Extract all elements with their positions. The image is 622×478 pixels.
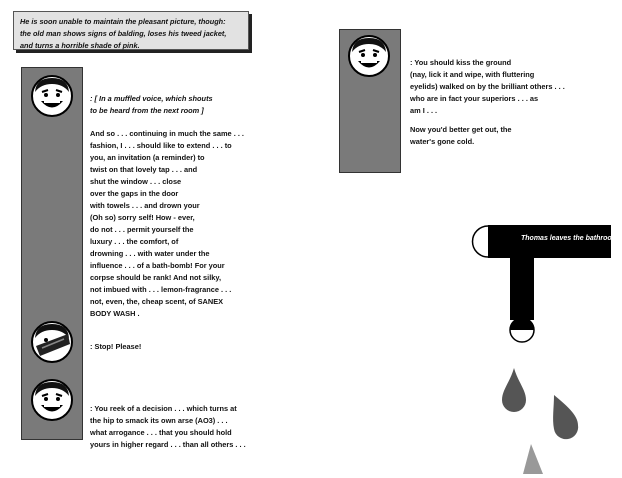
gagged-face-icon (30, 320, 74, 364)
grinning-face-icon (30, 378, 74, 422)
speech-line: drowning . . . with water under the (90, 249, 210, 258)
speech-line: do not . . . permit yourself the (90, 225, 194, 234)
speech-block-3 (90, 403, 246, 451)
speech-line: over the gaps in the door (90, 189, 179, 198)
speech-line: not imbued with . . . lemon-fragrance . . . (90, 285, 232, 294)
speech-line: influence . . . of a bath-bomb! For your (90, 261, 225, 270)
speech-line: who are in fact your superiors . . . as (410, 94, 539, 103)
speech-line: not, even, the, cheap scent, of SANEX (90, 297, 224, 306)
speech-line: corpse should be rank! And not silky, (90, 273, 221, 282)
stage-direction-line: to be heard from the next room ] (90, 106, 204, 115)
speech-block-right-2 (410, 124, 512, 148)
speech-line: (Oh so) sorry self! How - ever, (90, 213, 195, 222)
water-drop-icon (521, 444, 545, 474)
action-caption (488, 225, 620, 258)
speech-line: Now you'd better get out, the (410, 125, 512, 134)
speech-line: am I . . . (410, 106, 438, 115)
narration-caption (13, 11, 249, 50)
speech-line: fashion, I . . . should like to extend . . . to (90, 141, 232, 150)
speech-block-1 (90, 128, 244, 320)
speech-line: And so . . . continuing in much the same . . . (90, 129, 244, 138)
caption-line: and turns a horrible shade of pink. (20, 41, 140, 50)
speech-line: luxury . . . the comfort, of (90, 237, 179, 246)
action-text: Thomas leaves the bathroom. (521, 235, 620, 242)
speech-line: water's gone cold. (410, 137, 475, 146)
speech-line: BODY WASH . (90, 309, 140, 318)
drain-icon (508, 316, 536, 344)
speech-line: twist on that lovely tap . . . and (90, 165, 198, 174)
water-drop-icon (550, 395, 580, 441)
stage-direction (90, 93, 213, 117)
caption-line: He is soon unable to maintain the pleasant picture, though: (20, 17, 226, 26)
speech-block-right-1 (410, 57, 565, 117)
grinning-face-icon (347, 34, 391, 78)
speech-line: (nay, lick it and wipe, with fluttering (410, 70, 535, 79)
speech-line: what arrogance . . . that you should hold (90, 428, 232, 437)
speech-line: you, an invitation (a reminder) to (90, 153, 205, 162)
speech-line: the hip to smack its own arse (AO3) . . . (90, 416, 228, 425)
speech-line: eyelids) walked on by the brilliant others . . . (410, 82, 565, 91)
speech-line: shut the window . . . close (90, 177, 182, 186)
caption-line: the old man shows signs of balding, loses his tweed jacket, (20, 29, 227, 38)
water-drop-icon (500, 368, 528, 414)
speech-line: : You reek of a decision . . . which turns at (90, 404, 237, 413)
speech-line: : You should kiss the ground (410, 58, 512, 67)
grinning-face-icon (30, 74, 74, 118)
vertical-bar (510, 258, 534, 320)
speech-line: with towels . . . and drown your (90, 201, 200, 210)
stage-direction-line: : [ In a muffled voice, which shouts (90, 94, 213, 103)
speech-block-2 (90, 341, 141, 353)
speech-line: : Stop! Please! (90, 342, 142, 351)
speech-line: yours in higher regard . . . than all others . . . (90, 440, 246, 449)
